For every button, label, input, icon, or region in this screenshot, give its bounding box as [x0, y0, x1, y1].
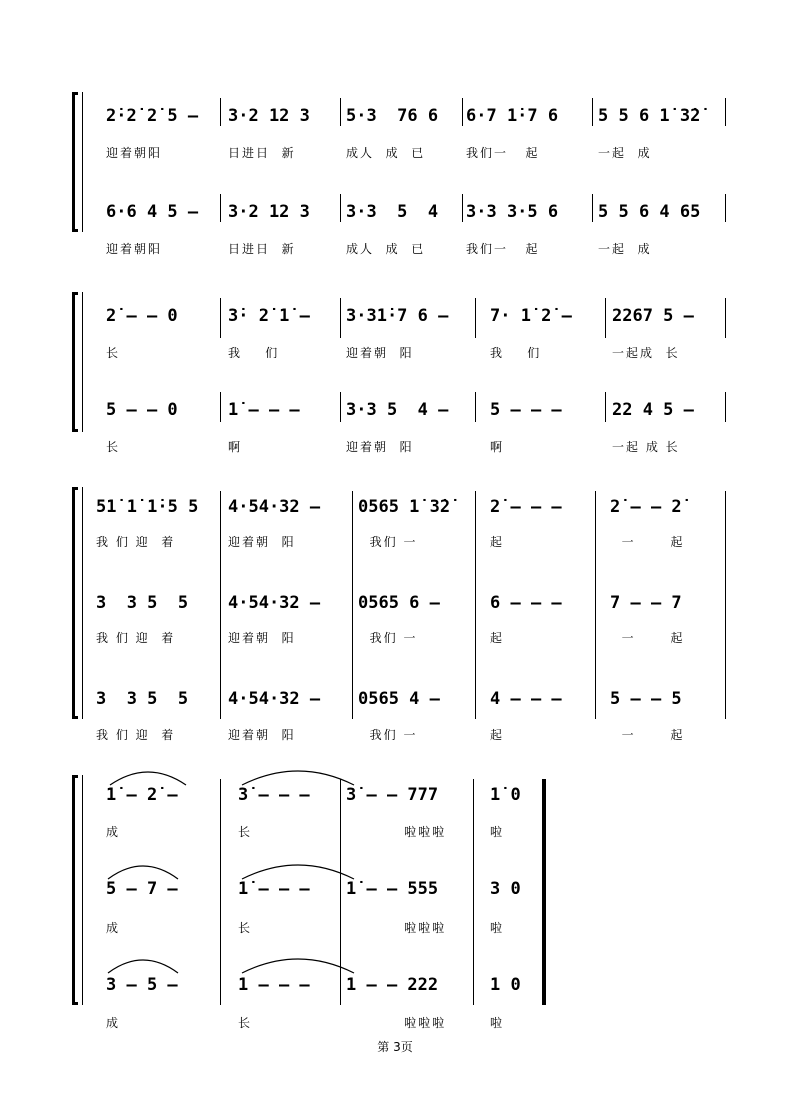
lyric-line: 日进日 新	[228, 242, 296, 256]
lyric-line: 迎着朝 阳	[228, 535, 296, 549]
notation-measure: 3·3 5 4 –	[346, 400, 449, 420]
barline	[220, 491, 221, 719]
lyric-line: 起	[490, 535, 505, 549]
lyric-line: 我们 一	[358, 728, 418, 742]
barline	[340, 98, 341, 126]
lyric-line: 迎着朝阳	[106, 146, 163, 160]
lyric-line: 起	[490, 631, 505, 645]
lyric-line: 啊	[490, 440, 505, 454]
lyric-line: 啦	[490, 825, 505, 839]
lyric-line: 长	[106, 346, 121, 360]
barline	[725, 298, 726, 338]
notation-measure: 1̇ – – –	[228, 400, 300, 420]
lyric-line: 一起 成 长	[612, 440, 680, 454]
notation-measure: 6 – – –	[490, 593, 562, 613]
lyric-line: 成	[106, 1016, 121, 1030]
system-3	[0, 487, 790, 719]
system-2	[0, 292, 790, 432]
notation-measure: 1̇ – 2̇ –	[106, 785, 178, 805]
system-1	[0, 92, 790, 232]
notation-measure: 4·54·32 –	[228, 689, 321, 709]
lyric-line: 我们 一	[358, 631, 418, 645]
notation-measure: 2267 5 –	[612, 306, 694, 326]
notation-measure: 3·2 12 3	[228, 106, 310, 126]
barline	[475, 392, 476, 422]
lyric-line: 成	[106, 921, 121, 935]
notation-measure: 0565 1̇ 3̇2̇	[358, 497, 451, 517]
barline	[220, 194, 221, 222]
barline	[592, 98, 593, 126]
lyric-line: 我 们	[490, 346, 542, 360]
barline	[725, 491, 726, 719]
lyric-line: 一 起	[610, 535, 685, 549]
barline	[475, 298, 476, 338]
slur	[240, 955, 356, 975]
slur	[240, 767, 356, 787]
notation-measure: 3·2 12 3	[228, 202, 310, 222]
notation-measure: 22 4 5 –	[612, 400, 694, 420]
notation-measure: 3̇· 2̇ 1̇ –	[228, 306, 310, 326]
page-number: 第 3页	[377, 1040, 413, 1054]
lyric-line: 我们一 起	[466, 146, 540, 160]
slur	[106, 861, 180, 881]
notation-measure: 1̇ – – 555	[346, 879, 439, 899]
system-brace	[72, 487, 78, 719]
lyric-line: 起	[490, 728, 505, 742]
system-brace	[72, 92, 78, 232]
lyric-line: 长	[238, 1016, 253, 1030]
system-brace	[72, 775, 78, 1005]
lyric-line: 我 们	[228, 346, 280, 360]
lyric-line: 日进日 新	[228, 146, 296, 160]
system-bracket-line	[82, 292, 83, 432]
system-bracket-line	[82, 487, 83, 719]
barline	[352, 491, 353, 719]
barline	[220, 298, 221, 338]
notation-measure: 1 0	[490, 975, 521, 995]
barline	[475, 491, 476, 719]
notation-measure: 2̇·2̇ 2̇ 5 –	[106, 106, 199, 126]
lyric-line: 啦啦啦	[346, 921, 447, 935]
notation-measure: 5·3 76 6	[346, 106, 439, 126]
notation-measure: 6·6 4 5 –	[106, 202, 199, 222]
lyric-line: 啦啦啦	[346, 1016, 447, 1030]
notation-measure: 51̇ 1̇ 1̇·5 5	[96, 497, 199, 517]
lyric-line: 啊	[228, 440, 243, 454]
barline	[340, 298, 341, 338]
lyric-line: 长	[238, 921, 253, 935]
lyric-line: 迎着朝 阳	[346, 346, 414, 360]
notation-measure: 4 – – –	[490, 689, 562, 709]
notation-measure: 3 3 5 5	[96, 593, 189, 613]
notation-measure: 5 5 6 1̇ 3̇2̇	[598, 106, 701, 126]
notation-measure: 2̇ – – –	[490, 497, 562, 517]
system-bracket-line	[82, 92, 83, 232]
barline	[462, 194, 463, 222]
barline	[220, 98, 221, 126]
lyric-line: 长	[238, 825, 253, 839]
lyric-line: 我们一 起	[466, 242, 540, 256]
lyric-line: 啦	[490, 921, 505, 935]
lyric-line: 迎着朝阳	[106, 242, 163, 256]
barline	[725, 194, 726, 222]
lyric-line: 我 们 迎 着	[96, 631, 176, 645]
barline	[725, 392, 726, 422]
lyric-line: 啦	[490, 1016, 505, 1030]
notation-measure: 1 – – –	[238, 975, 310, 995]
lyric-line: 一 起	[610, 631, 685, 645]
notation-measure: 7· 1̇ 2̇ –	[490, 306, 572, 326]
lyric-line: 一 起	[610, 728, 685, 742]
notation-measure: 3·3 3·5 6	[466, 202, 559, 222]
lyric-line: 成人 成 已	[346, 146, 426, 160]
lyric-line: 成	[106, 825, 121, 839]
lyric-line: 成人 成 已	[346, 242, 426, 256]
notation-measure: 5 – 7 –	[106, 879, 178, 899]
notation-measure: 5 5 6 4 65	[598, 202, 701, 222]
slur	[240, 861, 356, 881]
notation-measure: 0565 6 –	[358, 593, 440, 613]
notation-measure: 4·54·32 –	[228, 593, 321, 613]
lyric-line: 我们 一	[358, 535, 418, 549]
lyric-line: 啦啦啦	[346, 825, 447, 839]
system-4	[0, 775, 790, 1005]
notation-measure: 0565 4 –	[358, 689, 440, 709]
notation-measure: 5 – – 0	[106, 400, 178, 420]
lyric-line: 我 们 迎 着	[96, 728, 176, 742]
notation-measure: 3·31̇·7 6 –	[346, 306, 449, 326]
lyric-line: 一起 成	[598, 242, 652, 256]
lyric-line: 长	[106, 440, 121, 454]
barline	[340, 194, 341, 222]
barline	[605, 298, 606, 338]
notation-measure: 3̇ – – 777	[346, 785, 439, 805]
lyric-line: 迎着朝 阳	[228, 631, 296, 645]
barline	[473, 779, 474, 1005]
slur	[106, 955, 180, 975]
lyric-line: 一起成 长	[612, 346, 680, 360]
notation-measure: 3 0	[490, 879, 521, 899]
notation-measure: 3 3 5 5	[96, 689, 189, 709]
barline	[220, 779, 221, 1005]
notation-measure: 2̇ – – 2̇	[610, 497, 682, 517]
notation-measure: 3 – 5 –	[106, 975, 178, 995]
system-brace	[72, 292, 78, 432]
notation-measure: 5 – – 5	[610, 689, 682, 709]
notation-measure: 3̇ – – –	[238, 785, 310, 805]
notation-measure: 3·3 5 4	[346, 202, 439, 222]
lyric-line: 迎着朝 阳	[228, 728, 296, 742]
barline	[605, 392, 606, 422]
final-barline	[542, 779, 546, 1005]
notation-measure: 4·54·32 –	[228, 497, 321, 517]
system-bracket-line	[82, 775, 83, 1005]
lyric-line: 我 们 迎 着	[96, 535, 176, 549]
notation-measure: 1̇ – – –	[238, 879, 310, 899]
barline	[220, 392, 221, 422]
notation-measure: 5 – – –	[490, 400, 562, 420]
barline	[592, 194, 593, 222]
barline	[725, 98, 726, 126]
slur	[108, 767, 188, 787]
barline	[462, 98, 463, 126]
barline	[595, 491, 596, 719]
notation-measure: 1̇ 0	[490, 785, 521, 805]
notation-measure: 1 – – 222	[346, 975, 439, 995]
notation-measure: 2̇ – – 0	[106, 306, 178, 326]
barline	[340, 392, 341, 422]
lyric-line: 迎着朝 阳	[346, 440, 414, 454]
lyric-line: 一起 成	[598, 146, 652, 160]
notation-measure: 6·7 1̇·7 6	[466, 106, 559, 126]
notation-measure: 7 – – 7	[610, 593, 682, 613]
